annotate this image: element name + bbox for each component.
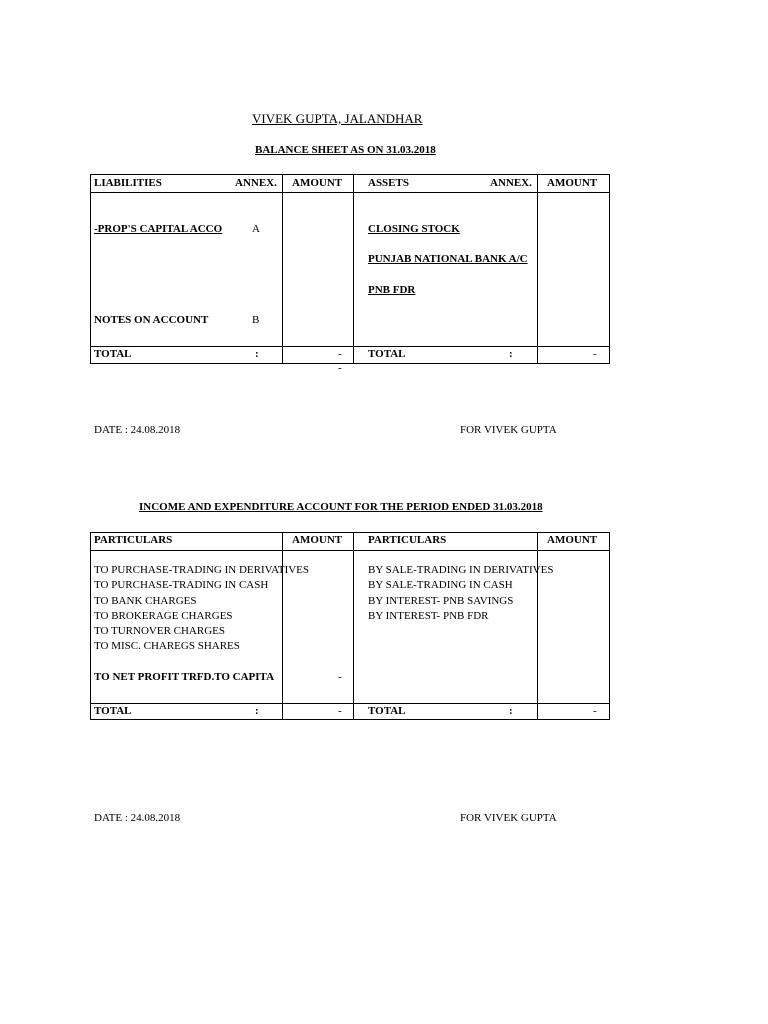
header-divider — [90, 550, 610, 551]
net-profit-label: TO NET PROFIT TRFD.TO CAPITA — [94, 671, 275, 683]
header-divider — [90, 192, 610, 193]
column-divider — [537, 532, 538, 720]
balance-sheet-title: BALANCE SHEET AS ON 31.03.2018 — [255, 144, 436, 156]
amount-header: AMOUNT — [547, 177, 598, 189]
liabilities-header: LIABILITIES — [94, 177, 162, 189]
total-label: TOTAL — [94, 705, 132, 717]
total-amount: - — [338, 348, 342, 360]
liability-annex: A — [252, 223, 260, 235]
total-label: TOTAL — [94, 348, 132, 360]
total-divider — [90, 703, 610, 704]
amount-header: AMOUNT — [547, 534, 598, 546]
annex-header: ANNEX. — [490, 177, 532, 189]
balance-sheet-border — [90, 174, 610, 364]
column-divider — [353, 174, 354, 364]
total-amount: - — [593, 705, 597, 717]
total-colon: : — [255, 348, 259, 360]
company-title: VIVEK GUPTA, JALANDHAR — [252, 111, 423, 126]
income-item: BY INTEREST- PNB SAVINGS — [368, 595, 514, 607]
total-amount: - — [593, 348, 597, 360]
particulars-header: PARTICULARS — [368, 534, 447, 546]
expense-item: TO TURNOVER CHARGES — [94, 625, 225, 637]
income-item: BY SALE-TRADING IN DERIVATIVES — [368, 564, 554, 576]
expense-item: TO PURCHASE-TRADING IN CASH — [94, 579, 269, 591]
asset-label: CLOSING STOCK — [368, 223, 460, 235]
total-colon: : — [509, 348, 513, 360]
total-colon: : — [255, 705, 259, 717]
expense-item: TO MISC. CHAREGS SHARES — [94, 640, 240, 652]
liability-annex: B — [252, 314, 260, 326]
expense-item: TO BROKERAGE CHARGES — [94, 610, 233, 622]
particulars-header: PARTICULARS — [94, 534, 173, 546]
date-text: DATE : 24.08.2018 — [94, 424, 181, 436]
total-divider — [90, 346, 610, 347]
below-total-dash: - — [338, 362, 342, 374]
expense-item: TO BANK CHARGES — [94, 595, 197, 607]
income-title: INCOME AND EXPENDITURE ACCOUNT FOR THE PERIOD ENDED 31.03.2018 — [139, 501, 543, 513]
income-item: BY INTEREST- PNB FDR — [368, 610, 489, 622]
total-label: TOTAL — [368, 705, 406, 717]
liability-label: -PROP'S CAPITAL ACCO — [94, 223, 223, 235]
net-profit-amount: - — [338, 671, 342, 683]
signatory-text: FOR VIVEK GUPTA — [460, 424, 557, 436]
total-label: TOTAL — [368, 348, 406, 360]
assets-header: ASSETS — [368, 177, 409, 189]
signatory-text: FOR VIVEK GUPTA — [460, 812, 557, 824]
date-text: DATE : 24.08.2018 — [94, 812, 181, 824]
column-divider — [282, 532, 283, 720]
liability-label: NOTES ON ACCOUNT — [94, 314, 209, 326]
expense-item: TO PURCHASE-TRADING IN DERIVATIVES — [94, 564, 310, 576]
amount-header: AMOUNT — [292, 534, 343, 546]
column-divider — [282, 174, 283, 364]
asset-label: PNB FDR — [368, 284, 416, 296]
total-amount: - — [338, 705, 342, 717]
amount-header: AMOUNT — [292, 177, 343, 189]
column-divider — [537, 174, 538, 364]
total-colon: : — [509, 705, 513, 717]
asset-label: PUNJAB NATIONAL BANK A/C — [368, 253, 528, 265]
column-divider — [353, 532, 354, 720]
annex-header: ANNEX. — [235, 177, 277, 189]
income-item: BY SALE-TRADING IN CASH — [368, 579, 513, 591]
